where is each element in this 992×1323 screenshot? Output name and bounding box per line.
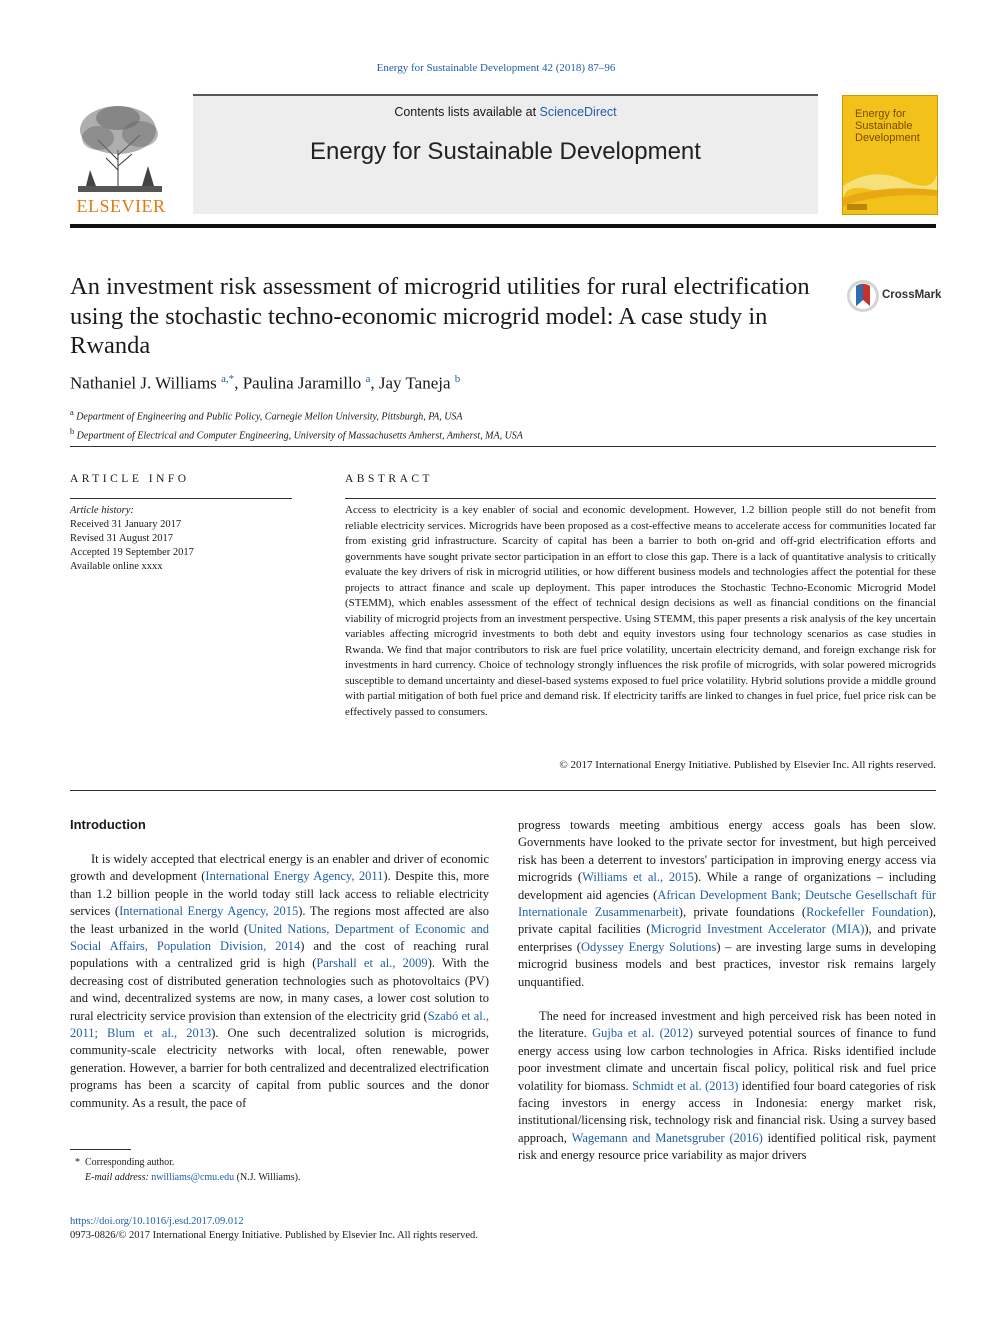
affiliation-text: Department of Electrical and Computer Engineering, University of Massachusetts Amherst, Amherst, MA, USA xyxy=(76,430,523,442)
footnote-rule xyxy=(70,1149,131,1150)
abstract-text: Access to electricity is a key enabler of social and economic development. However, 1.2 billion people still do not benefit from reliable electricity services. Microgrids have been proposed as a cost-effective means to accelerate access for communities located far from existing grid infrastructure. Scarcity of capital has been a barrier to both on-grid and off-grid electrification efforts and governments have sought private sector participation in an effort to close this gap. There is a lack of quantitative analysis to critically evaluate the key drivers of risk in microgrid utilities, or how different business models and technologies affect the potential for these projects to attract finance and scale up deployment. This paper introduces the Stochastic Techno-Economic Microgrid Model (STEMM), which enables assessment of the effect of technical design decisions as well as financial conditions on the financial viability of microgrid projects from an investment perspective. Using STEMM, this paper presents a risk analysis of the key uncertain variables affecting microgrid investments to both debt and equity investors using four technology scenarios as case studies in Rwanda. We find that major contributors to risk are fuel price volatility, uncertain electricity demand, and foreign exchange risk for investments in hard currency. Choice of technology strongly influences the risk profile of microgrids, with solar powered microgrids susceptible to demand uncertainty and diesel-based systems exposed to fuel price volatility. Hybrid solutions provide a middle ground with partial mitigation of both fuel price and demand risk. If electricity tariffs are linked to changes in fuel price, fuel price risk can be effectively passed to consumers. xyxy=(345,504,936,718)
abstract-copyright: © 2017 International Energy Initiative. Published by Elsevier Inc. All rights reserved. xyxy=(559,759,936,771)
body-column-right-para2 xyxy=(518,1008,936,1165)
citation-link[interactable]: Rockefeller Foundation xyxy=(806,905,929,920)
journal-cover-thumbnail[interactable] xyxy=(842,95,938,215)
paragraph xyxy=(518,1008,936,1165)
affiliation-key: a xyxy=(70,408,74,417)
body-text: identified political risk, payment risk and energy resource price variability as major drivers xyxy=(518,1130,936,1163)
author-name[interactable]: Nathaniel J. Williams xyxy=(70,373,217,393)
history-label: Article history: xyxy=(70,505,134,516)
citation-link[interactable]: Wagemann and Manetsgruber (2016) xyxy=(571,1130,763,1145)
citation-link[interactable]: African Development Bank; Deutsche Gesellschaft für Internationale Zusammenarbeit xyxy=(518,887,937,920)
history-accepted: Accepted 19 September 2017 xyxy=(70,547,194,558)
cover-title: Energy for Sustainable Development xyxy=(855,108,920,144)
crossmark-label: CrossMark xyxy=(882,289,942,301)
article-title: An investment risk assessment of microgrid utilities for rural electrification using the stochastic techno-economic microgrid model: A case study in Rwanda xyxy=(70,273,810,359)
author-affil-marker[interactable]: b xyxy=(454,373,461,385)
abstract-heading: ABSTRACT xyxy=(345,473,434,485)
doi-link[interactable]: https://doi.org/10.1016/j.esd.2017.09.012 xyxy=(70,1216,244,1227)
issn-copyright-line: 0973-0826/© 2017 International Energy Initiative. Published by Elsevier Inc. All rights reserved. xyxy=(70,1230,478,1241)
citation-link[interactable]: Szabó et al., 2011; Blum et al., 2013 xyxy=(70,1008,490,1041)
body-text: ). With the decreasing cost of distributed generation technologies such as photovoltaics (PV) and wind, decentralized systems are now, in many cases, a lower cost solution to rural electricity service provision than extension of the electricity grid ( xyxy=(70,956,489,1023)
author-name[interactable]: Paulina Jaramillo xyxy=(242,373,362,393)
footnotes xyxy=(70,1155,300,1185)
body-text: ). While a range of organizations – including development aid agencies ( xyxy=(518,870,936,902)
email-owner: (N.J. Williams). xyxy=(236,1172,301,1183)
body-text: ) – are investing large sums in developing microgrid business models and best practices, investor risk remains largely unquantified. xyxy=(518,939,936,989)
footnote-text: Corresponding author. xyxy=(85,1157,175,1168)
affiliation-item xyxy=(70,424,523,443)
journal-title[interactable]: Energy for Sustainable Development xyxy=(310,138,701,165)
citation-link[interactable]: Odyssey Energy Solutions xyxy=(580,939,717,954)
article-info-rule xyxy=(70,498,292,499)
author-separator: , xyxy=(370,373,379,393)
affiliation-key: b xyxy=(70,427,75,437)
elsevier-wordmark: ELSEVIER xyxy=(76,196,166,216)
cover-art-icon xyxy=(843,146,937,214)
body-text: identified four board categories of risk facing investors in energy access in Indonesia: energy market risk, institutional/licensing risk, technology risk and financial risk. Using a survey based approach, xyxy=(518,1078,936,1145)
citation-link[interactable]: Parshall et al., 2009 xyxy=(316,956,428,971)
body-text: ). One such decentralized solution is microgrids, community-scale electricity networks with local, often renewable, power generation. However, a barrier for both centralized and decentralized electrification programs has been a scarcity of capital from public sources and the donor community. As a result, the pace of xyxy=(70,1026,489,1110)
footnote-marker: * xyxy=(75,1157,80,1168)
body-column-left xyxy=(70,851,489,1112)
body-text: It is widely accepted that electrical energy is an enabler and driver of economic growth and development ( xyxy=(70,852,489,884)
article-history xyxy=(70,504,194,574)
affiliations xyxy=(70,405,523,444)
article-info-heading: ARTICLE INFO xyxy=(70,473,190,485)
abstract-end-rule xyxy=(70,790,936,791)
citation-link[interactable]: Schmidt et al. (2013) xyxy=(632,1078,739,1093)
affiliation-rule xyxy=(70,446,936,447)
author-separator: , xyxy=(234,373,243,393)
author-list xyxy=(70,373,460,394)
email-link[interactable]: nwilliams@cmu.edu xyxy=(151,1172,235,1183)
paragraph xyxy=(518,817,936,991)
citation-link[interactable]: United Nations, Department of Economic and Social Affairs, Population Division, 2014 xyxy=(70,921,489,954)
journal-reference-link[interactable]: Energy for Sustainable Development 42 (2018) 87–96 xyxy=(376,62,616,74)
history-revised: Revised 31 August 2017 xyxy=(70,533,173,544)
body-text: progress towards meeting ambitious energy access goals has been slow. Governments have looked to the private sector for investment, but high perceived risk has been a deterrent to investors' participation in improving energy access via microgrids ( xyxy=(518,818,936,885)
author-name[interactable]: Jay Taneja xyxy=(378,373,451,393)
footnote-email xyxy=(70,1170,300,1185)
author-affil-marker[interactable]: a,* xyxy=(221,373,235,385)
body-text: ), private foundations ( xyxy=(678,905,807,920)
contents-prefix: Contents lists available at xyxy=(394,105,540,119)
crossmark-icon xyxy=(846,278,880,314)
body-text: ) and the cost of reaching rural populations with a centralized grid is high ( xyxy=(70,939,489,971)
abstract-rule xyxy=(345,498,936,499)
body-text: ). The regions most affected are also the least urbanized in the world ( xyxy=(70,904,490,936)
body-text: The need for increased investment and high perceived risk has been noted in the literature. xyxy=(518,1009,936,1041)
footnote-corresponding xyxy=(70,1155,300,1170)
citation-link[interactable]: Microgrid Investment Accelerator (MIA) xyxy=(650,922,865,937)
author-affil-marker[interactable]: a xyxy=(365,373,371,385)
header-bottom-rule xyxy=(70,224,936,228)
body-text: surveyed potential sources of finance to fund energy access using low carbon technologies in Africa. Risks identified include poor investment climate and uncertain fiscal policy, political risk and fuel price volatility for biomass. xyxy=(518,1026,936,1093)
citation-link[interactable]: Williams et al., 2015 xyxy=(582,870,694,885)
contents-available-line xyxy=(193,105,818,119)
citation-link[interactable]: International Energy Agency, 2015 xyxy=(119,904,299,919)
crossmark-badge[interactable] xyxy=(846,278,940,314)
affiliation-text: Department of Engineering and Public Policy, Carnegie Mellon University, Pittsburgh, PA, USA xyxy=(76,411,463,423)
body-column-right-para1 xyxy=(518,817,936,991)
citation-link[interactable]: Gujba et al. (2012) xyxy=(592,1026,693,1041)
body-text: ), and private enterprises ( xyxy=(518,922,936,954)
section-heading-introduction: Introduction xyxy=(70,817,146,832)
history-received: Received 31 January 2017 xyxy=(70,519,182,530)
paragraph xyxy=(70,851,489,1112)
affiliation-item xyxy=(70,405,523,424)
email-label: E-mail address: xyxy=(85,1172,149,1183)
history-online: Available online xxxx xyxy=(70,561,163,572)
body-text: ). Despite this, more than 1.2 billion people in the world today still lack access to reliable electricity services ( xyxy=(70,869,489,919)
citation-link[interactable]: International Energy Agency, 2011 xyxy=(205,869,384,884)
body-text: ), private capital facilities ( xyxy=(518,905,936,937)
sciencedirect-link[interactable]: ScienceDirect xyxy=(539,105,617,119)
